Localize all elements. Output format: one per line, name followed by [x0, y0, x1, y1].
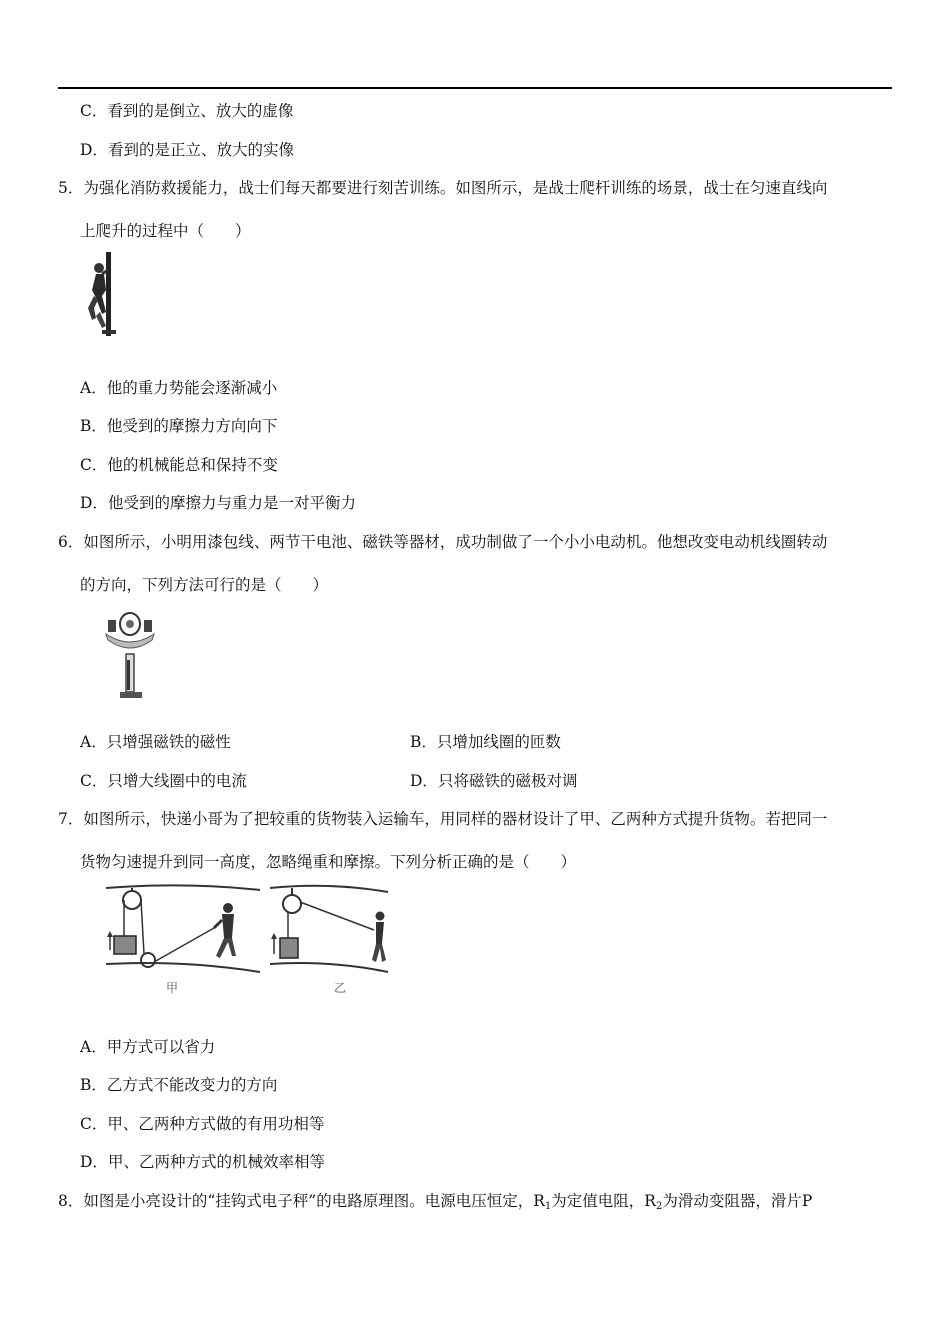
- q7-stem-line1: 7．如图所示，快递小哥为了把较重的货物装入运输车，用同样的器材设计了甲、乙两种方式提升货物。若把同一: [58, 810, 828, 828]
- q5-option-b[interactable]: B．他受到的摩擦力方向向下: [80, 417, 278, 435]
- q5-pole-climbing-figure: [82, 250, 122, 338]
- q6-option-a[interactable]: A．只增强磁铁的磁性: [80, 733, 231, 751]
- q7-number: 7．: [58, 810, 84, 828]
- q7-option-a[interactable]: A．甲方式可以省力: [80, 1038, 216, 1056]
- q7-label-yi: 乙: [334, 981, 347, 995]
- q5-option-c[interactable]: C．他的机械能总和保持不变: [80, 456, 278, 474]
- q5-stem-line1: 5．为强化消防救援能力，战士们每天都要进行刻苦训练。如图所示，是战士爬杆训练的场景，战士在匀速直线向: [58, 179, 828, 197]
- q6-electric-motor-figure: [102, 610, 158, 702]
- q6-stem-line2: 的方向，下列方法可行的是（ ）: [80, 576, 329, 594]
- q7-option-c[interactable]: C．甲、乙两种方式做的有用功相等: [80, 1115, 325, 1133]
- q5-option-d[interactable]: D．他受到的摩擦力与重力是一对平衡力: [80, 494, 356, 512]
- q6-stem-line1: 6．如图所示，小明用漆包线、两节干电池、磁铁等器材，成功制做了一个小小电动机。他想改变电动机线圈转动: [58, 533, 828, 551]
- header-rule: [58, 87, 892, 89]
- q8-stem-line1: 8．如图是小亮设计的“挂钩式电子秤”的电路原理图。电源电压恒定，$R_1$为定值电阻，$R_2$为滑动变阻器，滑片P: [58, 1192, 813, 1212]
- q7-stem-line2: 货物匀速提升到同一高度，忽略绳重和摩擦。下列分析正确的是（ ）: [80, 853, 577, 871]
- q6-option-b[interactable]: B．只增加线圈的匝数: [410, 733, 561, 751]
- q4-option-d[interactable]: D．看到的是正立、放大的实像: [80, 141, 294, 159]
- q6-option-d[interactable]: D．只将磁铁的磁极对调: [410, 772, 578, 790]
- q4-option-c[interactable]: C．看到的是倒立、放大的虚像: [80, 102, 294, 120]
- q7-pulley-figure-yi: [268, 880, 396, 996]
- q6-number: 6．: [58, 533, 84, 551]
- q6-option-c[interactable]: C．只增大线圈中的电流: [80, 772, 247, 790]
- q5-number: 5．: [58, 179, 84, 197]
- q8-number: 8．: [58, 1192, 84, 1210]
- q7-pulley-figure-jia: [104, 880, 264, 996]
- q5-option-a[interactable]: A．他的重力势能会逐渐减小: [80, 379, 278, 397]
- q7-label-jia: 甲: [166, 981, 179, 995]
- q7-option-d[interactable]: D．甲、乙两种方式的机械效率相等: [80, 1153, 325, 1171]
- q5-stem-line2: 上爬升的过程中（ ）: [80, 222, 251, 240]
- q7-option-b[interactable]: B．乙方式不能改变力的方向: [80, 1076, 278, 1094]
